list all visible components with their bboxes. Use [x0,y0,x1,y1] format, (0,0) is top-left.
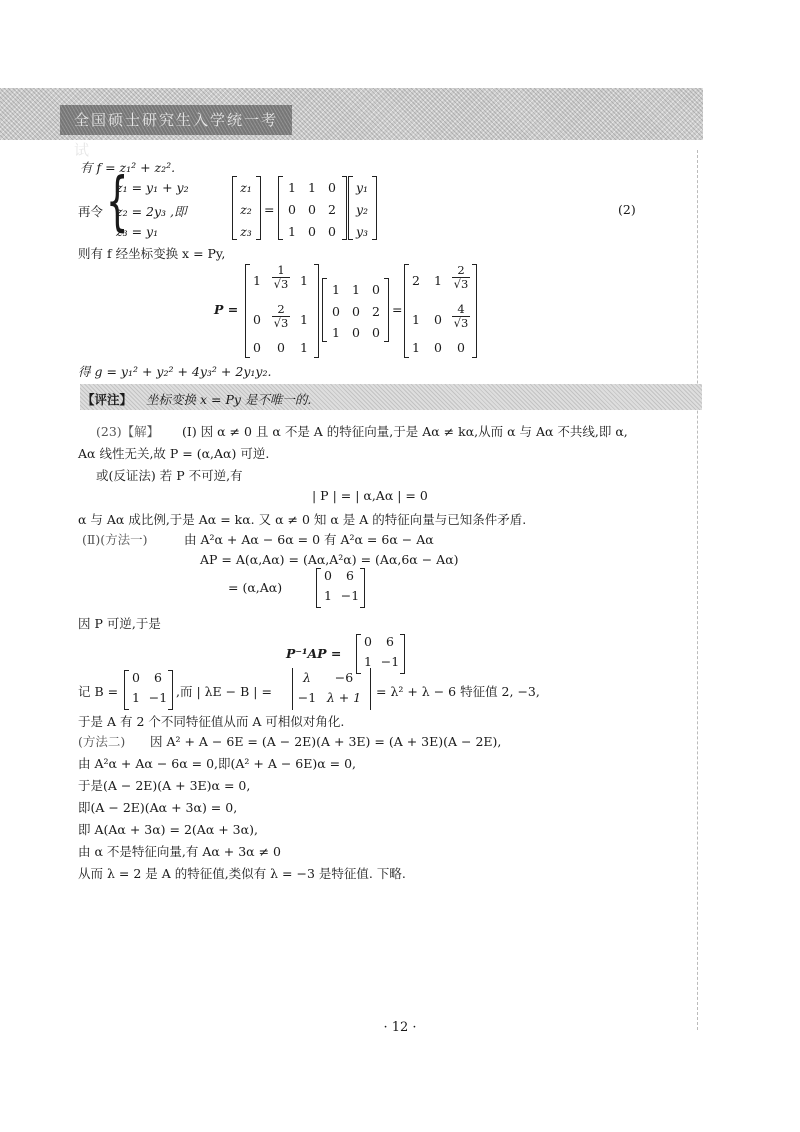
matrix-cell: 0 [352,304,360,319]
matrix-cell: −1 [380,654,400,669]
matrix-cell: 0 [277,340,285,355]
bracket-right [342,176,347,240]
matrix-cell: 0 [324,568,332,583]
fraction: $\frac{2}{√3}$ [453,263,469,291]
fraction: $\frac{1}{√3}$ [273,263,289,291]
matrix-cell: 6 [154,670,162,685]
matrix-cell [448,303,474,329]
det-bar [292,668,293,710]
question-label: (23)【解】 [96,424,160,439]
matrix-cell: 0 [352,325,360,340]
method2-line: 即(A − 2E)(Aα + 3α) = 0, [78,800,238,815]
vec-y-cell: y₃ [355,224,369,239]
matrix-cell: 0 [132,670,140,685]
header-title: 全国硕士研究生入学统一考试 [60,105,292,135]
det-cell: −6 [334,670,354,685]
matrix-cell: 0 [308,202,316,217]
matrix-cell [268,264,294,290]
bracket-right [400,634,405,674]
system-row: z₂ = 2y₃ ,即 [116,204,187,219]
det-cell: λ + 1 [326,690,362,705]
pinv-equation: P⁻¹AP = [286,646,342,661]
matrix-cell: 0 [308,224,316,239]
method2-line: 即 A(Aα + 3α) = 2(Aα + 3α), [78,822,258,837]
matrix-cell: 6 [346,568,354,583]
matrix-cell: 0 [328,224,336,239]
matrix-cell: 1 [332,282,340,297]
left-brace: { [106,165,129,239]
matrix-cell: 0 [434,312,442,327]
equation-tag: (2) [618,202,636,217]
det-cell: −1 [297,690,317,705]
bracket-right [360,568,365,608]
method2-line: 由 A²α + Aα − 6α = 0,即(A² + A − 6E)α = 0, [78,756,357,771]
vec-z-cell: z₃ [240,224,252,239]
matrix-cell: 0 [253,312,261,327]
matrix-cell: 0 [372,325,380,340]
fraction: $\frac{2}{√3}$ [273,302,289,330]
denote-b-label: 记 B = [78,684,119,699]
bracket-right [256,176,261,240]
diagonal-line: 于是 A 有 2 个不同特征值从而 A 可相似对角化. [78,714,345,729]
matrix-cell: 0 [457,340,465,355]
method2-line: 由 α 不是特征向量,有 Aα + 3α ≠ 0 [78,844,281,859]
result-line: 得 g = y₁² + y₂² + 4y₃² + 2y₁y₂. [78,364,272,379]
method2-label: (方法二) [78,734,126,749]
part1-line: (Ⅰ) 因 α ≠ 0 且 α 不是 A 的特征向量,于是 Aα ≠ kα,从而 α 与 Aα 不共线,即 α, [182,424,628,439]
bracket-right [314,264,319,358]
contradiction-line: α 与 Aα 成比例,于是 Aα = kα. 又 α ≠ 0 知 α 是 A 的特征向量与已知条件矛盾. [78,512,527,527]
system-row: z₃ = y₁ [116,224,159,239]
page-number: · 12 · [383,1020,417,1035]
det-bar [370,668,371,710]
system-row: z₁ = y₁ + y₂ [116,180,189,195]
vec-z-cell: z₁ [240,180,252,195]
bracket-right [472,264,477,358]
vec-y-cell: y₁ [355,180,369,195]
matrix-cell: 1 [308,180,316,195]
ap-equation-2: = (α,Aα) [228,580,283,595]
method2-line: 从而 λ = 2 是 A 的特征值,类似有 λ = −3 是特征值. 下略. [78,866,406,881]
since-line: 因 P 可逆,于是 [78,616,161,631]
matrix-cell: 1 [300,273,308,288]
part1-line: Aα 线性无关,故 P = (α,Aα) 可逆. [78,446,270,461]
matrix-cell: 6 [386,634,394,649]
matrix-cell: 2 [328,202,336,217]
matrix-cell: 1 [253,273,261,288]
matrix-cell: 1 [332,325,340,340]
bracket-right [384,278,389,342]
matrix-cell: 1 [288,180,296,195]
matrix-cell: 0 [372,282,380,297]
matrix-cell: 0 [288,202,296,217]
vec-y-cell: y₂ [355,202,369,217]
method2-text: 因 A² + A − 6E = (A − 2E)(A + 3E) = (A + 3E)(A − 2E), [150,734,502,749]
remark-label: 【评注】 [82,392,133,407]
matrix-cell: 0 [332,304,340,319]
bracket-right [168,670,173,710]
matrix-cell: 1 [364,654,372,669]
transform-line: 则有 f 经坐标变换 x = Py, [78,246,226,261]
matrix-cell: 1 [132,690,140,705]
matrix-cell: 2 [372,304,380,319]
matrix-cell: 1 [300,312,308,327]
matrix-cell: 1 [412,312,420,327]
matrix-cell: −1 [340,588,360,603]
remark-text: 坐标变换 x = Py 是不唯一的. [146,392,312,407]
p-label: P = [214,302,239,317]
ap-equation: AP = A(α,Aα) = (Aα,A²α) = (Aα,6α − Aα) [200,552,459,567]
matrix-cell: 0 [328,180,336,195]
matrix-cell: 1 [352,282,360,297]
matrix-cell: 1 [412,340,420,355]
det-equation: | P | = | α,Aα | = 0 [312,488,428,503]
fraction: $\frac{4}{√3}$ [453,302,469,330]
equals-sign: = [264,202,275,217]
matrix-cell: 1 [300,340,308,355]
vec-z-cell: z₂ [240,202,252,217]
page-edge [697,150,699,1030]
matrix-cell: −1 [148,690,168,705]
det-cell: λ [303,670,311,685]
method1-label: (Ⅱ)(方法一) [82,532,148,547]
f-line: 有 f = z₁² + z₂². [80,160,176,175]
bracket-right [372,176,377,240]
matrix-cell: 0 [364,634,372,649]
matrix-cell: 1 [288,224,296,239]
method1-text: 由 A²α + Aα − 6α = 0 有 A²α = 6α − Aα [184,532,434,547]
alt-proof-line: 或(反证法) 若 P 不可逆,有 [96,468,243,483]
matrix-cell: 2 [412,273,420,288]
matrix-cell: 1 [434,273,442,288]
matrix-cell [268,303,294,329]
matrix-cell [448,264,474,290]
matrix-cell: 0 [253,340,261,355]
equals-sign: = [392,302,403,317]
char-result: = λ² + λ − 6 特征值 2, −3, [376,684,540,699]
char-poly-text: ,而 | λE − B | = [176,684,272,699]
matrix-cell: 0 [434,340,442,355]
method2-line: 于是(A − 2E)(A + 3E)α = 0, [78,778,251,793]
matrix-cell: 1 [324,588,332,603]
let-prefix: 再令 [78,204,104,219]
